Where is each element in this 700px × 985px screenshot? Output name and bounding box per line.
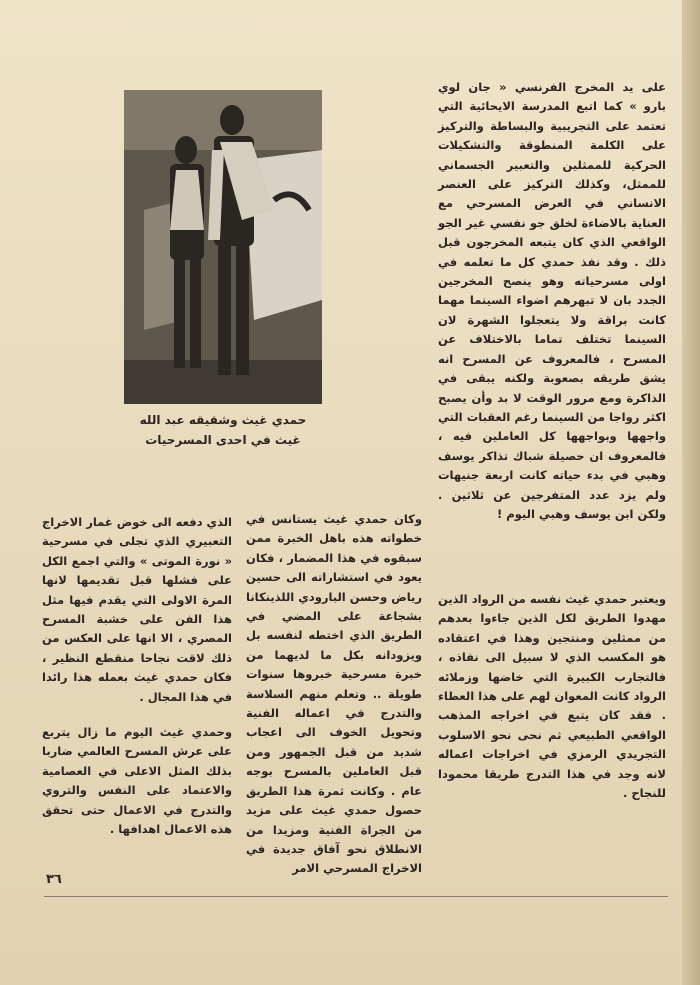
photo-caption-line: حمدي غيث وشقيقه عبد الله (139, 413, 307, 427)
footer-divider (44, 896, 668, 897)
page-number: ٣٦ (46, 872, 62, 887)
article-paragraph: وكان حمدي غيث يستانس في خطواته هذه باهل الخبرة ممن سبقوه في هذا المضمار ، فكان يعود في استشاراته الى حسين رياض وحسن البارودي اللذينكانا بشجاعة على المضي في الطريق الذي اختطه لنفسه بل ويزودانه بكل ما لديهما من خبرة مسرحية خبروها سنوات طويلة .. وتعلم منهم السلاسة والتدرج في اعماله الفنية وتحويل الخوف الى اعجاب شديد من قبل الجمهور ومن قبل العاملين بالمسرح بوجه عام . وكانت ثمرة هذا الطريق حصول حمدي غيث على مزيد من الجراة الفنية ومزيدا من الانطلاق نحو آفاق جديدة في الاخراج المسرحي الامر (246, 512, 422, 876)
photo-caption-line: غيث في احدى المسرحيات (145, 433, 301, 447)
article-paragraph: ويعتبر حمدي غيث نفسه من الرواد الذين مهدوا الطريق لكل الذين جاءوا بعدهم من ممثلين ومنتجين وهذا في اعتقاده هو المكسب الذي لا سبيل الى نفاذه ، فالتجارب الكبيرة التي خاضها وزملائه الرواد كانت المعوان لهم على هذا العطاء . فقد كان يتبع في اخراجه المذهب الواقعي الطبيعي ثم نحى نحو الاسلوب التجريدي الرمزي في اخراجات اعماله لانه وجد في هذا التدرج طريقا محمودا للنجاح . (438, 592, 666, 801)
article-paragraph: على يد المخرج الفرنسي « جان لوي بارو » كما اتبع المدرسة الايحائية التي تعتمد على التجريبية والبساطة والتركيز على الكلمة المنطوقة والتشكيلات الحركية للممثلين والتعبير الجسماني للممثل، وكذلك التركيز على العنصر الانساني في العرض المسرحي مع العناية بالاضاءة لخلق جو نفسي غير الجو الواقعي الذي كان يتبعه المخرجون قبل ذلك . وقد نفذ حمدي كل ما تعلمه في اولى مسرحياته وهو ينصح المخرجين الجدد بان لا تبهرهم اضواء السينما مهما كانت براقة ولا يتعجلوا الشهرة لان السينما تختلف تماما بالاختلاف عن المسرح ، فالمعروف عن المسرح انه يشق طريقه بصعوبة ولكنه يبقى في الذاكرة ومع مرور الوقت لا بد وأن يصبح اكثر رواجا من السينما رغم العقبات التي واجهها وبواجهها كل العاملين فيه ، فالمعروف ان حصيلة شباك تذاكر يوسف وهبي في بدء حياته كانت اربعة جنيهات ولم يزد عدد المتفرجين عن ثلاثين . ولكن ابن يوسف وهبي اليوم ! (438, 80, 666, 521)
page-binding-edge (682, 0, 700, 985)
article-column-right-bottom (438, 590, 666, 803)
article-paragraph: الذي دفعه الى خوض غمار الاخراج التعبيري الذي تجلى في مسرحية « نورة الموتى » والتي اجمع الكل على فشلها قبل تقديمها لانها المرة الاولى التي يقدم فيها مثل هذا الفن على خشبة المسرح المصري ، الا انها على العكس من ذلك لاقت نجاحا منقطع النظير ، فكان حمدي غيث بعمله هذا رائدا في هذا المجال . (42, 515, 232, 704)
photo-caption (124, 410, 322, 450)
article-paragraph: وحمدي غيث اليوم ما زال يتربع على عرش المسرح العالمي ضاربا بذلك المثل الاعلى في العصامية والاعتماد على النفس والتروي والتدرج في الاعمال حتى تحقق هذه الاعمال اهدافها . (42, 725, 232, 837)
article-column-right-top (438, 78, 666, 524)
article-column-middle (246, 510, 422, 879)
photo-figures-illustration (124, 90, 322, 404)
article-column-left-top (42, 513, 232, 707)
stage-photo (124, 90, 322, 404)
article-column-left-bottom (42, 723, 232, 839)
